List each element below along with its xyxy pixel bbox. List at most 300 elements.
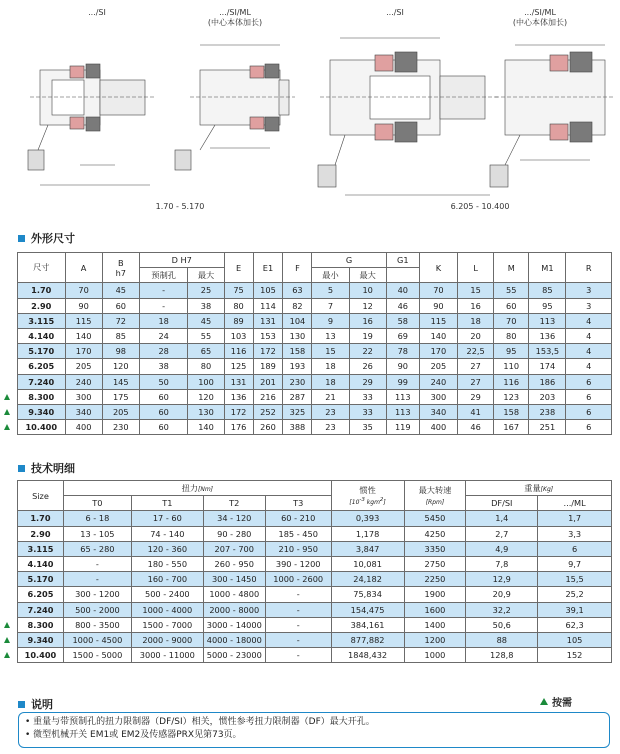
- note-line-2: • 微型机械开关 EM1或 EM2及传感器PRX见第73页。: [25, 730, 242, 740]
- tech-body: [18, 511, 612, 663]
- cell-a: 340: [65, 404, 102, 419]
- header-G1-blank: [386, 268, 419, 283]
- table-row: [18, 283, 612, 298]
- cell-speed: 1200: [404, 632, 466, 647]
- cell-t3: -: [265, 632, 331, 647]
- cell-t3: -: [265, 587, 331, 602]
- cell-k: 170: [419, 344, 457, 359]
- header-T1: T1: [131, 496, 203, 511]
- cell-m1: 95: [529, 298, 566, 313]
- cell-g1: 113: [386, 404, 419, 419]
- cell-t1: 2000 - 9000: [131, 632, 203, 647]
- cell-dp: 28: [139, 344, 188, 359]
- cell-dp: 38: [139, 359, 188, 374]
- cell-g1: 90: [386, 359, 419, 374]
- cell-size: 6.205: [18, 359, 66, 374]
- cell-inertia: 75,834: [331, 587, 404, 602]
- table-row: [18, 556, 612, 571]
- cell-m: 110: [494, 359, 529, 374]
- header-dfsi: DF/SI: [466, 496, 538, 511]
- cell-b: 72: [102, 313, 139, 328]
- cell-e: 125: [224, 359, 253, 374]
- cell-t0: 6 - 18: [63, 511, 131, 526]
- dims-body: [18, 283, 612, 435]
- label-ml-left: .../SI/ML: [219, 8, 251, 17]
- cell-k: 115: [419, 313, 457, 328]
- cell-e1: 172: [253, 344, 283, 359]
- cell-e1: 105: [253, 283, 283, 298]
- cell-ml: 3,3: [538, 526, 612, 541]
- cell-dfsi: 20,9: [466, 587, 538, 602]
- cell-gmin: 5: [312, 283, 349, 298]
- header-M1: M1: [529, 253, 566, 283]
- cell-speed: 1000: [404, 648, 466, 663]
- header-B: B h7: [102, 253, 139, 283]
- cell-t1: 1000 - 4000: [131, 602, 203, 617]
- cell-gmin: 18: [312, 359, 349, 374]
- cell-t1: 500 - 2400: [131, 587, 203, 602]
- cell-dm: 130: [188, 404, 224, 419]
- cell-ml: 9,7: [538, 556, 612, 571]
- dims-section-title: [18, 230, 75, 246]
- cell-t0: 1500 - 5000: [63, 648, 131, 663]
- cell-dfsi: 4,9: [466, 541, 538, 556]
- header-torque: 扭力[Nm]: [63, 481, 331, 496]
- notes-section-title: [18, 696, 53, 712]
- cell-e: 89: [224, 313, 253, 328]
- cell-dm: 45: [188, 313, 224, 328]
- cell-e1: 131: [253, 313, 283, 328]
- table-row: [18, 572, 612, 587]
- cell-t1: 74 - 140: [131, 526, 203, 541]
- on-demand-marker-icon: [4, 637, 10, 643]
- header-T0: T0: [63, 496, 131, 511]
- cell-gmax: 35: [349, 420, 386, 435]
- cell-dp: 60: [139, 420, 188, 435]
- cell-dfsi: 50,6: [466, 617, 538, 632]
- cell-k: 205: [419, 359, 457, 374]
- cell-inertia: 3,847: [331, 541, 404, 556]
- table-row: [18, 328, 612, 343]
- cell-r: 4: [566, 313, 612, 328]
- cell-b: 230: [102, 420, 139, 435]
- cell-a: 300: [65, 389, 102, 404]
- cell-size: 2.90: [18, 526, 64, 541]
- cell-m1: 85: [529, 283, 566, 298]
- cell-gmax: 16: [349, 313, 386, 328]
- cell-gmax: 33: [349, 404, 386, 419]
- cell-dfsi: 32,2: [466, 602, 538, 617]
- cell-l: 46: [458, 420, 494, 435]
- table-row: [18, 374, 612, 389]
- tech-title-text: 技术明细: [31, 462, 75, 475]
- cell-dp: 60: [139, 404, 188, 419]
- coupling-drawings-svg: [0, 0, 620, 222]
- cell-speed: 1900: [404, 587, 466, 602]
- cell-dp: -: [139, 298, 188, 313]
- cell-gmax: 10: [349, 283, 386, 298]
- cell-t2: 300 - 1450: [203, 572, 265, 587]
- cell-gmax: 19: [349, 328, 386, 343]
- cell-l: 29: [458, 389, 494, 404]
- header-D-pre: 预制孔: [139, 268, 188, 283]
- cell-speed: 1400: [404, 617, 466, 632]
- cell-dfsi: 12,9: [466, 572, 538, 587]
- cell-dp: 60: [139, 389, 188, 404]
- cell-r: 6: [566, 389, 612, 404]
- cell-ml: 152: [538, 648, 612, 663]
- table-row: [18, 420, 612, 435]
- header-L: L: [458, 253, 494, 283]
- cell-ml: 6: [538, 541, 612, 556]
- cell-ml: 15,5: [538, 572, 612, 587]
- cell-e: 116: [224, 344, 253, 359]
- cell-t3: -: [265, 648, 331, 663]
- cell-t1: 3000 - 11000: [131, 648, 203, 663]
- cell-t2: 207 - 700: [203, 541, 265, 556]
- header-G-min: 最小: [312, 268, 349, 283]
- cell-m: 167: [494, 420, 529, 435]
- note-line-1: • 重量与带预制孔的扭力限制器（DF/SI）相关，惯性参考扭力限制器（DF）最大开孔。: [25, 717, 375, 727]
- cell-dm: 25: [188, 283, 224, 298]
- cell-t2: 2000 - 8000: [203, 602, 265, 617]
- header-inertia: 惯性 [10-3 kgm2]: [331, 481, 404, 511]
- cell-e: 75: [224, 283, 253, 298]
- cell-t0: 300 - 1200: [63, 587, 131, 602]
- cell-gmax: 33: [349, 389, 386, 404]
- cell-l: 22,5: [458, 344, 494, 359]
- cell-ml: 25,2: [538, 587, 612, 602]
- cell-size: 8.300: [18, 617, 64, 632]
- header-D: D H7: [139, 253, 224, 268]
- cell-m1: 113: [529, 313, 566, 328]
- cell-ml: 39,1: [538, 602, 612, 617]
- cell-e: 172: [224, 404, 253, 419]
- cell-t0: 65 - 280: [63, 541, 131, 556]
- label-si-left: .../SI: [88, 8, 106, 17]
- cell-b: 120: [102, 359, 139, 374]
- cell-ml: 1,7: [538, 511, 612, 526]
- cell-r: 4: [566, 328, 612, 343]
- cell-l: 18: [458, 313, 494, 328]
- cell-f: 63: [283, 283, 312, 298]
- label-si-right: .../SI: [386, 8, 404, 17]
- cell-size: 7.240: [18, 602, 64, 617]
- cell-size: 1.70: [18, 511, 64, 526]
- cell-f: 104: [283, 313, 312, 328]
- technical-drawings: [0, 0, 620, 222]
- cell-dm: 100: [188, 374, 224, 389]
- cell-size: 10.400: [18, 420, 66, 435]
- cell-size: 4.140: [18, 328, 66, 343]
- cell-e1: 216: [253, 389, 283, 404]
- header-weight: 重量[Kg]: [466, 481, 612, 496]
- cell-size: 3.115: [18, 313, 66, 328]
- table-row: [18, 617, 612, 632]
- cell-m1: 153,5: [529, 344, 566, 359]
- cell-g1: 58: [386, 313, 419, 328]
- cell-gmin: 18: [312, 374, 349, 389]
- header-A: A: [65, 253, 102, 283]
- cell-gmin: 21: [312, 389, 349, 404]
- cell-t1: 1500 - 7000: [131, 617, 203, 632]
- notes-box: [18, 712, 610, 748]
- cell-t2: 90 - 280: [203, 526, 265, 541]
- cell-m1: 136: [529, 328, 566, 343]
- table-row: [18, 602, 612, 617]
- header-speed: 最大转速 [Rpm]: [404, 481, 466, 511]
- cell-t0: -: [63, 572, 131, 587]
- cell-f: 82: [283, 298, 312, 313]
- cell-gmin: 23: [312, 420, 349, 435]
- on-demand-legend: [540, 694, 572, 709]
- cell-l: 41: [458, 404, 494, 419]
- cell-t0: 800 - 3500: [63, 617, 131, 632]
- header-D-max: 最大: [188, 268, 224, 283]
- cell-gmin: 7: [312, 298, 349, 313]
- cell-b: 45: [102, 283, 139, 298]
- header-K: K: [419, 253, 457, 283]
- cell-size: 1.70: [18, 283, 66, 298]
- cell-t2: 260 - 950: [203, 556, 265, 571]
- cell-inertia: 1848,432: [331, 648, 404, 663]
- header-F: F: [283, 253, 312, 283]
- cell-t2: 3000 - 14000: [203, 617, 265, 632]
- cell-gmax: 26: [349, 359, 386, 374]
- cell-a: 240: [65, 374, 102, 389]
- cell-dp: 24: [139, 328, 188, 343]
- cell-inertia: 0,393: [331, 511, 404, 526]
- header-E1: E1: [253, 253, 283, 283]
- cell-r: 6: [566, 404, 612, 419]
- cell-size: 9.340: [18, 404, 66, 419]
- triangle-marker-icon: [540, 698, 548, 705]
- cell-m1: 238: [529, 404, 566, 419]
- cell-t3: -: [265, 617, 331, 632]
- cell-inertia: 384,161: [331, 617, 404, 632]
- cell-t2: 4000 - 18000: [203, 632, 265, 647]
- on-demand-marker-icon: [4, 622, 10, 628]
- label-range-right: 6.205 - 10.400: [450, 202, 510, 211]
- cell-g1: 99: [386, 374, 419, 389]
- header-G1: G1: [386, 253, 419, 268]
- cell-e: 176: [224, 420, 253, 435]
- on-demand-marker-icon: [4, 409, 10, 415]
- cell-t1: 160 - 700: [131, 572, 203, 587]
- cell-e1: 260: [253, 420, 283, 435]
- cell-size: 3.115: [18, 541, 64, 556]
- cell-t3: 210 - 950: [265, 541, 331, 556]
- dimensions-table: [17, 252, 612, 435]
- cell-k: 70: [419, 283, 457, 298]
- cell-dm: 65: [188, 344, 224, 359]
- cell-f: 325: [283, 404, 312, 419]
- cell-gmax: 29: [349, 374, 386, 389]
- header-G: G: [312, 253, 386, 268]
- cell-gmin: 15: [312, 344, 349, 359]
- cell-m: 70: [494, 313, 529, 328]
- cell-gmin: 9: [312, 313, 349, 328]
- cell-e1: 114: [253, 298, 283, 313]
- cell-g1: 119: [386, 420, 419, 435]
- cell-m1: 251: [529, 420, 566, 435]
- cell-g1: 40: [386, 283, 419, 298]
- header-size: 尺寸: [18, 253, 66, 283]
- cell-k: 140: [419, 328, 457, 343]
- cell-l: 27: [458, 374, 494, 389]
- cell-size: 9.340: [18, 632, 64, 647]
- table-row: [18, 526, 612, 541]
- table-row: [18, 541, 612, 556]
- cell-t0: -: [63, 556, 131, 571]
- cell-m: 116: [494, 374, 529, 389]
- cell-size: 10.400: [18, 648, 64, 663]
- cell-t3: 60 - 210: [265, 511, 331, 526]
- cell-e: 103: [224, 328, 253, 343]
- table-row: [18, 389, 612, 404]
- cell-f: 158: [283, 344, 312, 359]
- cell-t2: 1000 - 4800: [203, 587, 265, 602]
- cell-a: 400: [65, 420, 102, 435]
- header-M: M: [494, 253, 529, 283]
- cell-b: 205: [102, 404, 139, 419]
- on-demand-marker-icon: [4, 424, 10, 430]
- cell-dp: -: [139, 283, 188, 298]
- on-demand-marker-icon: [4, 394, 10, 400]
- cell-f: 130: [283, 328, 312, 343]
- cell-b: 175: [102, 389, 139, 404]
- cell-m: 60: [494, 298, 529, 313]
- cell-g1: 78: [386, 344, 419, 359]
- cell-speed: 1600: [404, 602, 466, 617]
- label-ml-right-sub: (中心本体加长): [512, 18, 568, 27]
- cell-a: 205: [65, 359, 102, 374]
- cell-m: 95: [494, 344, 529, 359]
- section-square-icon: [18, 465, 25, 472]
- cell-l: 16: [458, 298, 494, 313]
- cell-size: 6.205: [18, 587, 64, 602]
- cell-r: 3: [566, 283, 612, 298]
- cell-t2: 5000 - 23000: [203, 648, 265, 663]
- cell-f: 230: [283, 374, 312, 389]
- table-row: [18, 511, 612, 526]
- label-ml-left-sub: (中心本体加长): [207, 18, 263, 27]
- cell-f: 193: [283, 359, 312, 374]
- cell-a: 115: [65, 313, 102, 328]
- cell-f: 287: [283, 389, 312, 404]
- cell-k: 300: [419, 389, 457, 404]
- cell-k: 90: [419, 298, 457, 313]
- cell-l: 15: [458, 283, 494, 298]
- header-E: E: [224, 253, 253, 283]
- cell-b: 60: [102, 298, 139, 313]
- cell-r: 3: [566, 298, 612, 313]
- cell-ml: 105: [538, 632, 612, 647]
- dims-title-text: 外形尺寸: [31, 232, 75, 245]
- cell-e: 80: [224, 298, 253, 313]
- cell-e1: 153: [253, 328, 283, 343]
- on-demand-text: 按需: [552, 698, 572, 709]
- cell-m1: 203: [529, 389, 566, 404]
- cell-t2: 34 - 120: [203, 511, 265, 526]
- cell-m1: 174: [529, 359, 566, 374]
- cell-size: 8.300: [18, 389, 66, 404]
- cell-gmax: 12: [349, 298, 386, 313]
- section-square-icon: [18, 701, 25, 708]
- cell-t3: 1000 - 2600: [265, 572, 331, 587]
- cell-t3: -: [265, 602, 331, 617]
- header-R: R: [566, 253, 612, 283]
- cell-f: 388: [283, 420, 312, 435]
- cell-inertia: 10,081: [331, 556, 404, 571]
- header-size: Size: [18, 481, 64, 511]
- cell-t1: 17 - 60: [131, 511, 203, 526]
- cell-m: 123: [494, 389, 529, 404]
- cell-dfsi: 128,8: [466, 648, 538, 663]
- cell-b: 85: [102, 328, 139, 343]
- table-row: [18, 313, 612, 328]
- label-range-left: 1.70 - 5.170: [155, 202, 205, 211]
- cell-dm: 38: [188, 298, 224, 313]
- cell-dfsi: 88: [466, 632, 538, 647]
- cell-l: 27: [458, 359, 494, 374]
- technical-table: [17, 480, 612, 663]
- cell-inertia: 1,178: [331, 526, 404, 541]
- cell-r: 6: [566, 374, 612, 389]
- cell-dp: 18: [139, 313, 188, 328]
- cell-g1: 46: [386, 298, 419, 313]
- drawing-ml-small: [175, 45, 295, 170]
- cell-e1: 201: [253, 374, 283, 389]
- cell-size: 2.90: [18, 298, 66, 313]
- cell-inertia: 24,182: [331, 572, 404, 587]
- cell-t0: 500 - 2000: [63, 602, 131, 617]
- cell-inertia: 877,882: [331, 632, 404, 647]
- table-row: [18, 298, 612, 313]
- cell-e: 136: [224, 389, 253, 404]
- drawing-ml-large: [490, 45, 615, 187]
- cell-dp: 50: [139, 374, 188, 389]
- cell-speed: 5450: [404, 511, 466, 526]
- cell-speed: 4250: [404, 526, 466, 541]
- drawing-si-large: [318, 38, 500, 195]
- cell-gmin: 23: [312, 404, 349, 419]
- cell-inertia: 154,475: [331, 602, 404, 617]
- table-row: [18, 344, 612, 359]
- cell-a: 70: [65, 283, 102, 298]
- cell-speed: 2750: [404, 556, 466, 571]
- cell-e: 131: [224, 374, 253, 389]
- cell-k: 340: [419, 404, 457, 419]
- cell-dm: 55: [188, 328, 224, 343]
- cell-gmin: 13: [312, 328, 349, 343]
- table-row: [18, 404, 612, 419]
- header-T2: T2: [203, 496, 265, 511]
- cell-dm: 80: [188, 359, 224, 374]
- cell-m: 80: [494, 328, 529, 343]
- section-square-icon: [18, 235, 25, 242]
- cell-speed: 2250: [404, 572, 466, 587]
- cell-a: 170: [65, 344, 102, 359]
- header-T3: T3: [265, 496, 331, 511]
- cell-a: 140: [65, 328, 102, 343]
- cell-g1: 113: [386, 389, 419, 404]
- cell-t0: 13 - 105: [63, 526, 131, 541]
- table-row: [18, 587, 612, 602]
- cell-r: 4: [566, 359, 612, 374]
- cell-a: 90: [65, 298, 102, 313]
- cell-b: 145: [102, 374, 139, 389]
